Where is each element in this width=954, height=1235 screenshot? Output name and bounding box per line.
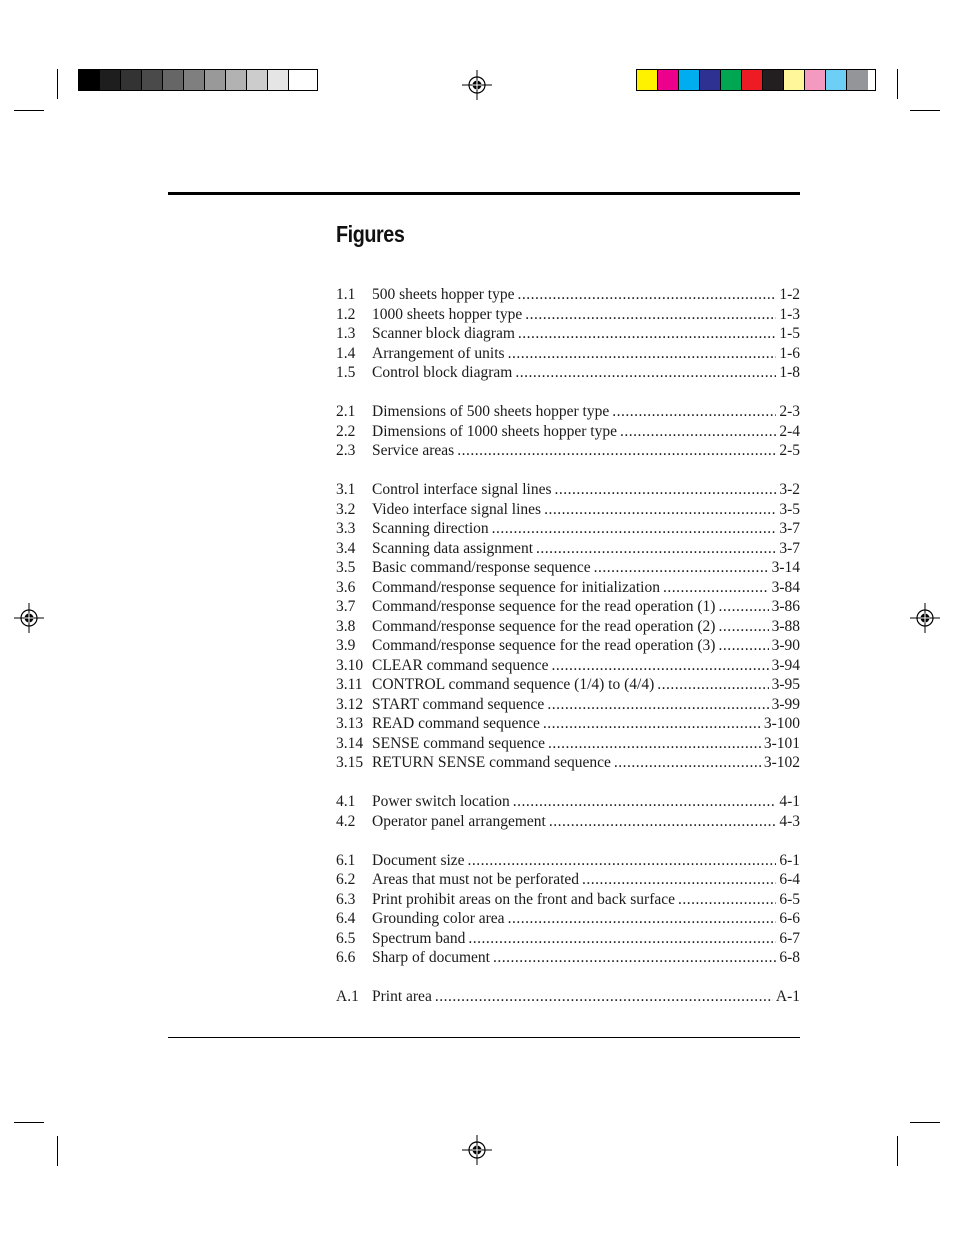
color-swatch	[637, 70, 658, 90]
registration-mark-right-icon	[910, 603, 940, 633]
figure-page: 4-3	[779, 812, 800, 830]
dot-leader	[468, 929, 776, 949]
figure-title: Scanner block diagram	[372, 325, 515, 342]
color-swatch	[658, 70, 679, 90]
gray-swatch	[142, 70, 163, 90]
figure-page: 3-102	[763, 754, 800, 771]
figure-title: 500 sheets hopper type	[372, 286, 515, 303]
figure-title: START command sequence	[372, 695, 545, 713]
figure-page: 6-4	[779, 871, 800, 888]
figure-number: 3.2	[336, 500, 356, 518]
dot-leader	[513, 792, 777, 812]
figure-entry[interactable]	[336, 402, 800, 422]
figure-entry[interactable]	[336, 422, 800, 442]
figure-page: 3-95	[771, 676, 800, 693]
gray-swatch	[268, 70, 289, 90]
figure-page: 2-5	[779, 442, 800, 459]
bottom-rule	[168, 1037, 800, 1038]
figure-title: RETURN SENSE command sequence	[372, 754, 611, 771]
figure-number: 3.8	[336, 617, 356, 635]
color-bar	[636, 69, 876, 91]
figure-entry[interactable]	[336, 441, 800, 461]
dot-leader	[508, 344, 777, 364]
figure-number: 3.12	[336, 695, 364, 713]
dot-leader	[518, 324, 776, 344]
figure-page: 1-5	[779, 325, 800, 342]
figure-number: 3.10	[336, 656, 364, 674]
figure-page: 3-84	[771, 578, 800, 596]
dot-leader	[620, 422, 776, 442]
figure-title: Command/response sequence for the read operation (2)	[372, 617, 716, 635]
figure-page: 6-6	[779, 910, 800, 927]
figure-number: 1.2	[336, 305, 356, 323]
figure-page: 1-8	[779, 364, 800, 381]
figure-title: CLEAR command sequence	[372, 656, 549, 674]
figure-title: Scanning direction	[372, 520, 489, 537]
dot-leader	[657, 675, 768, 695]
figure-page: 6-8	[779, 949, 800, 966]
figure-entry[interactable]	[336, 792, 800, 812]
gray-swatch	[79, 70, 100, 90]
figure-title: CONTROL command sequence (1/4) to (4/4)	[372, 676, 655, 693]
figure-title: Operator panel arrangement	[372, 812, 546, 830]
figure-page: 3-88	[771, 617, 800, 635]
dot-leader	[493, 948, 776, 968]
dot-leader	[614, 753, 761, 773]
dot-leader	[594, 558, 769, 578]
crop-mark-top-left-h	[14, 110, 44, 111]
figure-title: Control interface signal lines	[372, 481, 552, 498]
figure-title: Scanning data assignment	[372, 539, 533, 557]
figure-title: Document size	[372, 851, 465, 869]
figure-entry[interactable]	[336, 656, 800, 676]
figure-number: 1.1	[336, 286, 356, 303]
figure-entry[interactable]	[336, 500, 800, 520]
figure-entry[interactable]	[336, 812, 800, 832]
figure-entry[interactable]	[336, 578, 800, 598]
figure-title: Video interface signal lines	[372, 500, 542, 518]
figure-page: 6-1	[779, 851, 800, 869]
crop-mark-bottom-right-v	[897, 1136, 898, 1166]
dot-leader	[718, 597, 768, 617]
figure-page: 6-7	[779, 929, 800, 947]
figure-entry[interactable]	[336, 753, 800, 773]
dot-leader	[468, 851, 777, 871]
figure-entry[interactable]	[336, 675, 800, 695]
figure-number: 3.4	[336, 539, 356, 557]
figure-page: 3-14	[771, 559, 800, 576]
figure-entry[interactable]	[336, 929, 800, 949]
figure-page: 4-1	[779, 793, 800, 810]
dot-leader	[536, 539, 776, 559]
figure-entry[interactable]	[336, 617, 800, 637]
figure-page: 3-2	[779, 481, 800, 498]
figure-title: 1000 sheets hopper type	[372, 305, 523, 323]
figure-title: Basic command/response sequence	[372, 559, 591, 576]
figure-title: Print prohibit areas on the front and back surface	[372, 890, 676, 908]
figure-entry[interactable]	[336, 870, 800, 890]
gray-swatch	[100, 70, 121, 90]
dot-leader	[718, 617, 768, 637]
figure-title: Dimensions of 500 sheets hopper type	[372, 403, 610, 420]
figure-title: Control block diagram	[372, 364, 513, 381]
grayscale-bar	[78, 69, 318, 91]
dot-leader	[544, 500, 776, 520]
figure-page: 3-100	[763, 715, 800, 732]
figure-page: 6-5	[779, 890, 800, 908]
figure-entry[interactable]	[336, 558, 800, 578]
figure-entry[interactable]	[336, 480, 800, 500]
crop-mark-bottom-left-h	[14, 1122, 44, 1123]
crop-mark-top-right-h	[910, 110, 940, 111]
crop-mark-bottom-right-h	[910, 1122, 940, 1123]
figure-title: READ command sequence	[372, 715, 540, 732]
color-swatch	[763, 70, 784, 90]
figure-number: 3.6	[336, 578, 356, 596]
figure-entry[interactable]	[336, 519, 800, 539]
figure-title: Command/response sequence for the read operation (3)	[372, 637, 716, 654]
figure-page: 1-2	[779, 286, 800, 303]
figure-title: Spectrum band	[372, 929, 466, 947]
figure-number: 2.1	[336, 403, 356, 420]
figure-title: Command/response sequence for the read operation (1)	[372, 598, 716, 615]
figure-entry[interactable]	[336, 636, 800, 656]
figure-entry[interactable]	[336, 597, 800, 617]
dot-leader	[525, 305, 776, 325]
figure-page: A-1	[775, 988, 800, 1005]
figure-title: Areas that must not be perforated	[372, 871, 580, 888]
color-swatch	[826, 70, 847, 90]
registration-mark-left-icon	[14, 603, 44, 633]
figure-title: SENSE command sequence	[372, 734, 546, 752]
figure-title: Dimensions of 1000 sheets hopper type	[372, 422, 617, 440]
dot-leader	[663, 578, 769, 598]
figure-entry[interactable]	[336, 305, 800, 325]
figure-number: 3.7	[336, 598, 356, 615]
figure-number: 4.2	[336, 812, 356, 830]
figure-number: 6.4	[336, 910, 356, 927]
figure-page: 3-5	[779, 500, 800, 518]
dot-leader	[718, 636, 768, 656]
figure-entry[interactable]	[336, 987, 800, 1007]
gray-swatch	[184, 70, 205, 90]
color-swatch	[847, 70, 868, 90]
gray-swatch	[289, 70, 310, 90]
dot-leader	[457, 441, 776, 461]
figure-entry[interactable]	[336, 714, 800, 734]
figure-entry[interactable]	[336, 909, 800, 929]
figure-entry[interactable]	[336, 363, 800, 383]
dot-leader	[582, 870, 776, 890]
figure-number: 3.15	[336, 754, 364, 771]
figure-page: 3-7	[779, 520, 800, 537]
page-title: Figures	[336, 221, 405, 247]
dot-leader	[508, 909, 777, 929]
figure-entry[interactable]	[336, 344, 800, 364]
figure-number: 3.11	[336, 676, 363, 693]
figure-page: 2-3	[779, 403, 800, 420]
figure-page: 3-101	[763, 734, 800, 752]
figure-page: 1-6	[779, 344, 800, 362]
figure-number: 6.6	[336, 949, 356, 966]
gray-swatch	[205, 70, 226, 90]
figure-page: 3-7	[779, 539, 800, 557]
color-swatch	[700, 70, 721, 90]
figure-number: 1.3	[336, 325, 356, 342]
figure-entry[interactable]	[336, 695, 800, 715]
figure-number: 3.5	[336, 559, 356, 576]
figure-title: Sharp of document	[372, 949, 490, 966]
figure-page: 3-86	[771, 598, 800, 615]
figure-number: 6.2	[336, 871, 356, 888]
figure-entry[interactable]	[336, 324, 800, 344]
figure-page: 3-99	[771, 695, 800, 713]
registration-mark-bottom-icon	[462, 1135, 492, 1165]
figure-number: 6.5	[336, 929, 356, 947]
figure-number: 3.14	[336, 734, 364, 752]
figure-number: 4.1	[336, 793, 356, 810]
dot-leader	[515, 363, 776, 383]
gray-swatch	[121, 70, 142, 90]
figure-number: 1.5	[336, 364, 356, 381]
figure-entry[interactable]	[336, 734, 800, 754]
gray-swatch	[226, 70, 247, 90]
color-swatch	[784, 70, 805, 90]
gray-swatch	[247, 70, 268, 90]
dot-leader	[492, 519, 777, 539]
figure-number: 6.1	[336, 851, 356, 869]
dot-leader	[547, 695, 768, 715]
figure-title: Arrangement of units	[372, 344, 505, 362]
dot-leader	[517, 285, 776, 305]
figure-page: 3-94	[771, 656, 800, 674]
color-swatch	[742, 70, 763, 90]
color-swatch	[721, 70, 742, 90]
top-rule	[168, 192, 800, 195]
dot-leader	[612, 402, 776, 422]
figure-number: 3.13	[336, 715, 364, 732]
color-swatch	[679, 70, 700, 90]
dot-leader	[549, 812, 776, 832]
dot-leader	[548, 734, 761, 754]
crop-mark-top-right-v	[897, 69, 898, 99]
crop-mark-bottom-left-v	[57, 1136, 58, 1166]
crop-mark-top-left-v	[57, 69, 58, 99]
figure-title: Grounding color area	[372, 910, 505, 927]
dot-leader	[551, 656, 768, 676]
registration-mark-top-icon	[462, 70, 492, 100]
figure-entry[interactable]	[336, 948, 800, 968]
figure-number: 3.1	[336, 481, 356, 498]
figure-number: 2.3	[336, 442, 356, 459]
dot-leader	[678, 890, 776, 910]
figure-page: 3-90	[771, 637, 800, 654]
figure-entry[interactable]	[336, 539, 800, 559]
figure-number: 2.2	[336, 422, 356, 440]
figure-title: Command/response sequence for initialization	[372, 578, 660, 596]
figure-number: 1.4	[336, 344, 356, 362]
figure-entry[interactable]	[336, 285, 800, 305]
color-swatch	[805, 70, 826, 90]
figure-number: 6.3	[336, 890, 356, 908]
figure-number: 3.3	[336, 520, 356, 537]
figure-entry[interactable]	[336, 851, 800, 871]
figure-title: Print area	[372, 988, 432, 1005]
dot-leader	[543, 714, 761, 734]
gray-swatch	[163, 70, 184, 90]
dot-leader	[435, 987, 773, 1007]
figure-page: 1-3	[779, 305, 800, 323]
dot-leader	[555, 480, 777, 500]
figure-entry[interactable]	[336, 890, 800, 910]
figure-title: Service areas	[372, 442, 455, 459]
figure-title: Power switch location	[372, 793, 510, 810]
figure-number: A.1	[336, 988, 359, 1005]
figure-number: 3.9	[336, 637, 356, 654]
figure-page: 2-4	[779, 422, 800, 440]
